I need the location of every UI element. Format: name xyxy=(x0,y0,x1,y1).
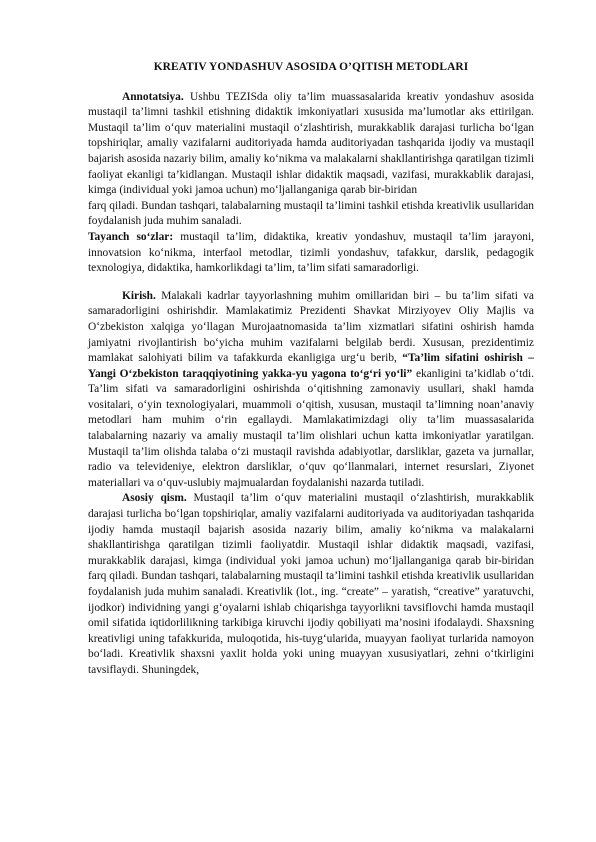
abstract-paragraph xyxy=(88,90,534,199)
section-gap xyxy=(88,277,534,289)
intro-quote: “Ta’lim sifatini oshirish – Yangi O‘zbekiston taraqqiyotining yakka-yu yagona to‘g‘ri yo‘li” xyxy=(88,352,534,380)
abstract-text-continued: farq qiladi. Bundan tashqari, talabalarning mustaqil ta’limini tashkil etishda kreativlik usullaridan foydalanish juda muhim sanaladi. xyxy=(88,199,534,228)
keywords-label: Tayanch so‘zlar: xyxy=(88,230,174,243)
main-paragraph xyxy=(88,491,534,678)
paper-title: KREATIV YONDASHUV ASOSIDA O’QITISH METODLARI xyxy=(153,61,469,73)
intro-paragraph xyxy=(88,289,534,492)
keywords-text: mustaqil ta’lim, didaktika, kreativ yondashuv, mustaqil ta’lim jarayoni, innovatsion ko‘nikma, interfaol metodlar, tizimli yondashuv, tafakkur, darslik, pedagogik texnologiya, didaktika, hamkorlikdagi ta’lim, ta’lim sifati samaradorligi. xyxy=(88,230,534,275)
abstract-continuation xyxy=(88,199,534,230)
intro-label: Kirish. xyxy=(122,289,156,302)
main-text: Mustaqil ta’lim o‘quv materialini mustaqil o‘zlashtirish, murakkablik darajasi turlicha bo‘lgan topshiriqlar, amaliy vazifalarni auditoriyada va auditoriyadan tashqarida ijodiy hamda mustaqil bajarish asosida nazariy bilim, amaliy ko‘nikma va malakalarni shakllantirishga qaratilgan tizimli faoliyatdir. Mustaqil ishlar didaktik maqsadi, vazifasi, murakkablik darajasi, kimga (individual yoki jamoa uchun) mo‘ljallanganiga qarab bir-biridan farq qiladi. Bundan tashqari, talabalarning mustaqil ta’limini tashkil etishda kreativlik usullaridan foydalanish juda muhim sanaladi. Kreativlik (lot., ing. “create” – yaratish, “creative” yaratuvchi, ijodkor) individning yangi g‘oyalarni ishlab chiqarishga tayyorlikni tavsiflovchi hamda mustaqil omil sifatida iqtidorlilikning tarkibiga kiruvchi ijodiy qobiliyati ma’nosini ifodalaydi. Shaxsning kreativligi uning tafakkurida, muloqotida, his-tuyg‘ularida, muayyan faoliyat turlarida namoyon bo‘ladi. Kreativlik shaxsni yaxlit holda yoki uning muayyan xususiyatlari, zehni o‘tkirligini tavsiflaydi. Shuningdek, xyxy=(88,492,534,676)
main-label: Asosiy qism. xyxy=(122,492,187,505)
intro-text-b: ekanligini ta’kidlab o‘tdi. Ta’lim sifati va samaradorligini oshirishda o‘qitishning zamonaviy usullari, shakl hamda vositalari, o‘yin texnologiyalari, muammoli o‘qitish, xususan, mustaqil ta’limning noan’anaviy metodlari ham muhim o‘rin egallaydi. Mamlakatimizdagi oliy ta’lim muassasalarida talabalarning nazariy va amaliy mustaqil ta’lim olishlari uchun katta imkoniyatlar yaratilgan. Mustaqil ta’lim olishda talaba o‘zi mustaqil ravishda adabiyotlar, darsliklar, gazeta va jurnallar, radio va televideniye, elektron darsliklar, o‘quv qo‘llanmalari, internet resurslari, Ziyonet materiallari va o‘quv-uslubiy majmualardan foydalanishi nazarda tutiladi. xyxy=(88,367,534,489)
keywords-paragraph xyxy=(88,230,534,277)
abstract-label: Annotatsiya. xyxy=(122,90,184,103)
intro-text-a: Malakali kadrlar tayyorlashning muhim omillaridan biri – bu ta’lim sifati va samaradorligini oshirishdir. Mamlakatimiz Prezidenti Shavkat Mirziyoyev Oliy Majlis va O‘zbekiston xalqiga yo‘llagan Murojaatnomasida ta’lim xizmatlari sifatini oshirish hamda jamiyatni rivojlantirish bo‘yicha muhim vazifalarni belgilab berdi. Xususan, prezidentimiz mamlakat salohiyati bilim va tafakkurda ekanligiga urg‘u berib, xyxy=(88,289,534,365)
abstract-text: Ushbu TEZISda oliy ta’lim muassasalarida kreativ yondashuv asosida mustaqil ta’limni tashkil etishning didaktik imkoniyatlari xususida ma’lumotlar aks ettirilgan. Mustaqil ta’lim o‘quv materialini mustaqil o‘zlashtirish, murakkablik darajasi turlicha bo‘lgan topshiriqlar, amaliy vazifalarni auditoriyada hamda auditoriyadan tashqarida ijodiy va mustaqil bajarish asosida nazariy bilim, amaliy ko‘nikma va malakalarni shakllantirishga qaratilgan tizimli faoliyat ekanligi ta’kidlangan. Mustaqil ishlar didaktik maqsadi, vazifasi, murakkablik darajasi, kimga (individual yoki jamoa uchun) mo‘ljallanganiga qarab bir-biridan xyxy=(88,90,534,197)
